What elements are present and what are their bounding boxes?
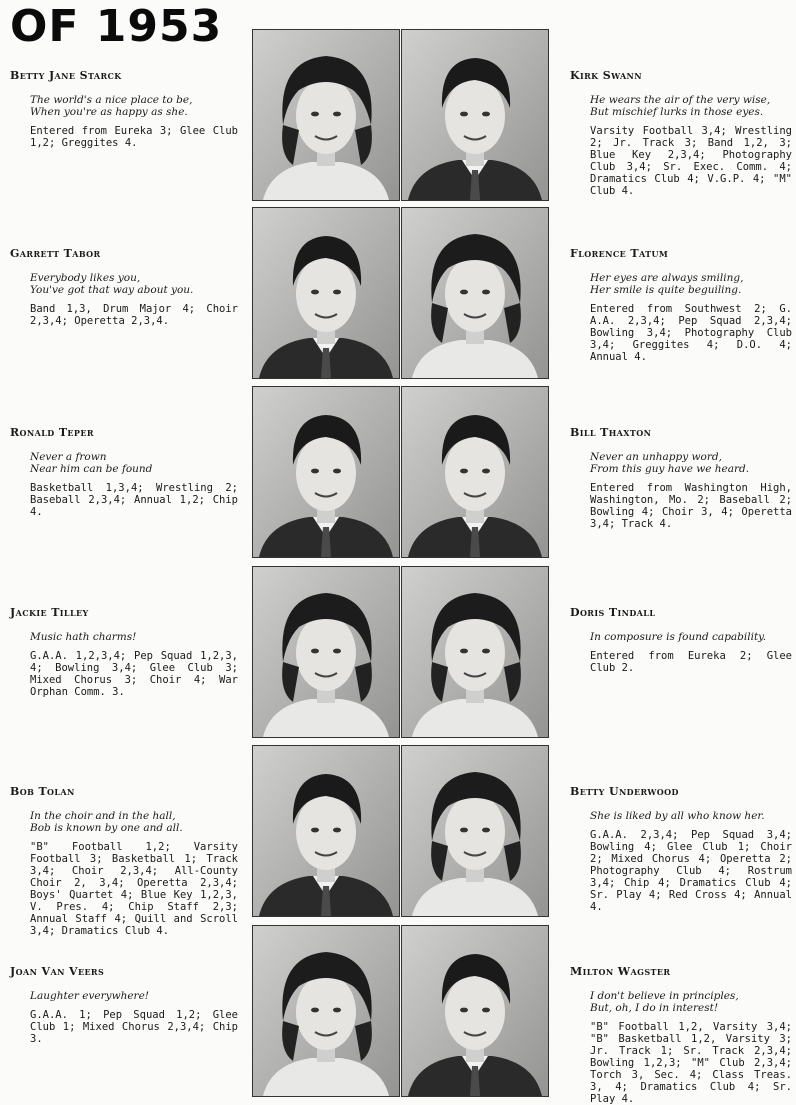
student-quote — [30, 810, 238, 834]
quote-line: Never an unhappy word, — [590, 451, 722, 463]
student-portrait-photo — [401, 566, 549, 738]
student-portrait-photo — [401, 29, 549, 201]
student-name: Bill Thaxton — [570, 426, 652, 439]
student-activities: Entered from Washington High, Washington, Mo. 2; Baseball 2; Bowling 4; Choir 3, 4; Operetta 3,4; Track 4. — [590, 482, 792, 530]
quote-line: From this guy have we heard. — [590, 463, 750, 475]
quote-line: Laughter everywhere! — [30, 990, 149, 1002]
student-entry — [10, 69, 238, 149]
student-name: Ronald Teper — [10, 426, 94, 439]
student-name: Kirk Swann — [570, 69, 642, 82]
student-portrait-photo — [401, 386, 549, 558]
student-portrait-photo — [252, 566, 400, 738]
student-quote — [30, 94, 238, 118]
quote-line: He wears the air of the very wise, — [590, 94, 771, 106]
student-name: Florence Tatum — [570, 247, 669, 260]
quote-line: I don't believe in principles, — [590, 990, 739, 1002]
student-activities: Entered from Eureka 2; Glee Club 2. — [590, 650, 792, 674]
page-title: OF 1953 — [10, 1, 223, 52]
student-portrait-photo — [401, 745, 549, 917]
student-portrait-photo — [252, 386, 400, 558]
student-portrait-photo — [252, 29, 400, 201]
student-name: Betty Underwood — [570, 785, 679, 798]
student-portrait-photo — [252, 745, 400, 917]
student-name: Milton Wagster — [570, 965, 671, 978]
quote-line: You've got that way about you. — [30, 284, 194, 296]
student-quote — [590, 990, 792, 1014]
student-activities: G.A.A. 1,2,3,4; Pep Squad 1,2,3, 4; Bowling 3,4; Glee Club 3; Mixed Chorus 3; Choir 4; War Orphan Comm. 3. — [30, 650, 238, 698]
student-quote — [590, 451, 792, 475]
student-activities: Basketball 1,3,4; Wrestling 2; Baseball 2,3,4; Annual 1,2; Chip 4. — [30, 482, 238, 518]
quote-line: Music hath charms! — [30, 631, 137, 643]
student-portrait-photo — [252, 207, 400, 379]
quote-line: Never a frown — [30, 451, 107, 463]
student-entry — [570, 426, 792, 530]
student-activities: "B" Football 1,2, Varsity 3,4; "B" Basketball 1,2, Varsity 3; Jr. Track 1; Sr. Track 2,3,4; Bowling 1,2,3; "M" Club 2,3,4; Torch 3, Sec. 4; Class Treas. 3, 4; Dramatics Club 4; Sr. Play 4. — [590, 1021, 792, 1105]
quote-line: In composure is found capability. — [590, 631, 767, 643]
student-quote — [590, 810, 792, 822]
student-name: Garrett Tabor — [10, 247, 101, 260]
student-portrait-photo — [252, 925, 400, 1097]
student-activities: Varsity Football 3,4; Wrestling 2; Jr. Track 3; Band 1,2, 3; Blue Key 2,3,4; Photography Club 3,4; Sr. Exec. Comm. 4; Dramatics Club 4; V.G.P. 4; "M" Club 4. — [590, 125, 792, 197]
student-entry — [10, 965, 238, 1045]
quote-line: She is liked by all who know her. — [590, 810, 765, 822]
quote-line: Near him can be found — [30, 463, 153, 475]
student-activities: "B" Football 1,2; Varsity Football 3; Basketball 1; Track 3,4; Choir 2,3,4; All-County Choir 2, 3,4; Operetta 2,3,4; Boys' Quartet 4; Blue Key 1,2,3, V. Pres. 4; Chip Staff 2,3; Annual Staff 4; Quill and Scroll 3,4; Dramatics Club 4. — [30, 841, 238, 937]
student-entry — [570, 69, 792, 197]
quote-line: Her eyes are always smiling, — [590, 272, 744, 284]
student-name: Doris Tindall — [570, 606, 656, 619]
student-portrait-photo — [401, 925, 549, 1097]
student-activities: Entered from Eureka 3; Glee Club 1,2; Greggites 4. — [30, 125, 238, 149]
student-entry — [10, 426, 238, 518]
quote-line: When you're as happy as she. — [30, 106, 188, 118]
quote-line: Everybody likes you, — [30, 272, 141, 284]
quote-line: Bob is known by one and all. — [30, 822, 183, 834]
quote-line: But mischief lurks in those eyes. — [590, 106, 764, 118]
student-activities: G.A.A. 2,3,4; Pep Squad 3,4; Bowling 4; Glee Club 1; Choir 2; Mixed Chorus 4; Operetta 2; Photography Club 4; Rostrum 3,4; Chip 4; Dramatics Club 4; Sr. Play 4; Red Cross 4; Annual 4. — [590, 829, 792, 913]
student-entry — [570, 606, 792, 674]
student-quote — [30, 451, 238, 475]
student-entry — [570, 965, 792, 1105]
student-quote — [30, 990, 238, 1002]
student-entry — [570, 247, 792, 363]
quote-line: Her smile is quite beguiling. — [590, 284, 742, 296]
student-quote — [30, 631, 238, 643]
student-portrait-photo — [401, 207, 549, 379]
student-entry — [570, 785, 792, 913]
student-name: Betty Jane Starck — [10, 69, 122, 82]
student-entry — [10, 785, 238, 937]
student-quote — [590, 272, 792, 296]
student-activities: G.A.A. 1; Pep Squad 1,2; Glee Club 1; Mixed Chorus 2,3,4; Chip 3. — [30, 1009, 238, 1045]
student-activities: Entered from Southwest 2; G. A.A. 2,3,4; Pep Squad 2,3,4; Bowling 3,4; Photography Club 3,4; Greggites 4; D.O. 4; Annual 4. — [590, 303, 792, 363]
quote-line: The world's a nice place to be, — [30, 94, 193, 106]
student-entry — [10, 247, 238, 327]
student-entry — [10, 606, 238, 698]
quote-line: But, oh, I do in interest! — [590, 1002, 719, 1014]
student-quote — [590, 631, 792, 643]
student-activities: Band 1,3, Drum Major 4; Choir 2,3,4; Operetta 2,3,4. — [30, 303, 238, 327]
student-quote — [30, 272, 238, 296]
student-name: Jackie Tilley — [10, 606, 89, 619]
student-quote — [590, 94, 792, 118]
quote-line: In the choir and in the hall, — [30, 810, 176, 822]
student-name: Joan Van Veers — [10, 965, 105, 978]
student-name: Bob Tolan — [10, 785, 75, 798]
